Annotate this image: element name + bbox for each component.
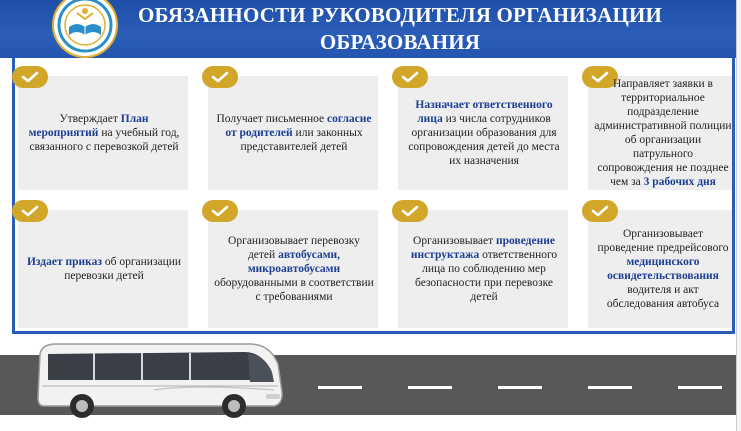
- duty-card-text: Назначает ответственного лица из числа сотрудников организации образования для сопровождения детей до места их назначения: [408, 99, 560, 167]
- book-emblem-icon: [57, 0, 113, 53]
- lane-marking: [588, 386, 632, 389]
- frame-border-right: [732, 58, 735, 334]
- lane-marking: [408, 386, 452, 389]
- page-title: [120, 2, 680, 56]
- lane-marking: [318, 386, 362, 389]
- page-title-line2: ОБРАЗОВАНИЯ: [319, 30, 481, 54]
- duty-card-text: Получает письменное согласие от родителей или законных представителей детей: [216, 113, 372, 153]
- duty-card-buses: [208, 210, 378, 328]
- frame-border-bottom: [12, 331, 735, 334]
- lane-marking: [678, 386, 722, 389]
- duty-card-text: Издает приказ об организации перевозки детей: [26, 256, 182, 282]
- bus-icon: [34, 340, 286, 420]
- duty-card-medical: [588, 210, 732, 328]
- duty-card-responsible: [398, 76, 568, 190]
- duty-card-plan: [18, 76, 188, 190]
- duty-card-consent: [208, 76, 378, 190]
- duty-card-text: Направляет заявки в территориальное подразделение административной полиции об организации патрульного сопровождения не позднее чем за 3 рабочих дня: [594, 78, 732, 188]
- duty-card-text: Организовывает перевозку детей автобусами, микроавтобусами оборудованными в соответствии с требованиями: [214, 235, 374, 303]
- organization-logo: [52, 0, 118, 58]
- duty-card-text: Организовывает проведение предрейсового медицинского освидетельствования водителя и акт обследования автобуса: [597, 228, 729, 310]
- frame-border-left: [12, 58, 15, 334]
- duty-card-briefing: [398, 210, 568, 328]
- lane-marking: [498, 386, 542, 389]
- duty-card-text: Организовывает проведение инструктажа ответственного лица по соблюдению мер безопасности при перевозке детей: [410, 235, 558, 303]
- duty-card-police-escort: [588, 76, 732, 190]
- header-banner: [0, 0, 741, 58]
- duty-card-text: Утверждает План мероприятий на учебный год, связанного с перевозкой детей: [28, 113, 180, 153]
- slide-edge: [736, 0, 741, 431]
- duty-card-order: [18, 210, 188, 328]
- page-title-line1: ОБЯЗАННОСТИ РУКОВОДИТЕЛЯ ОРГАНИЗАЦИИ: [137, 3, 663, 27]
